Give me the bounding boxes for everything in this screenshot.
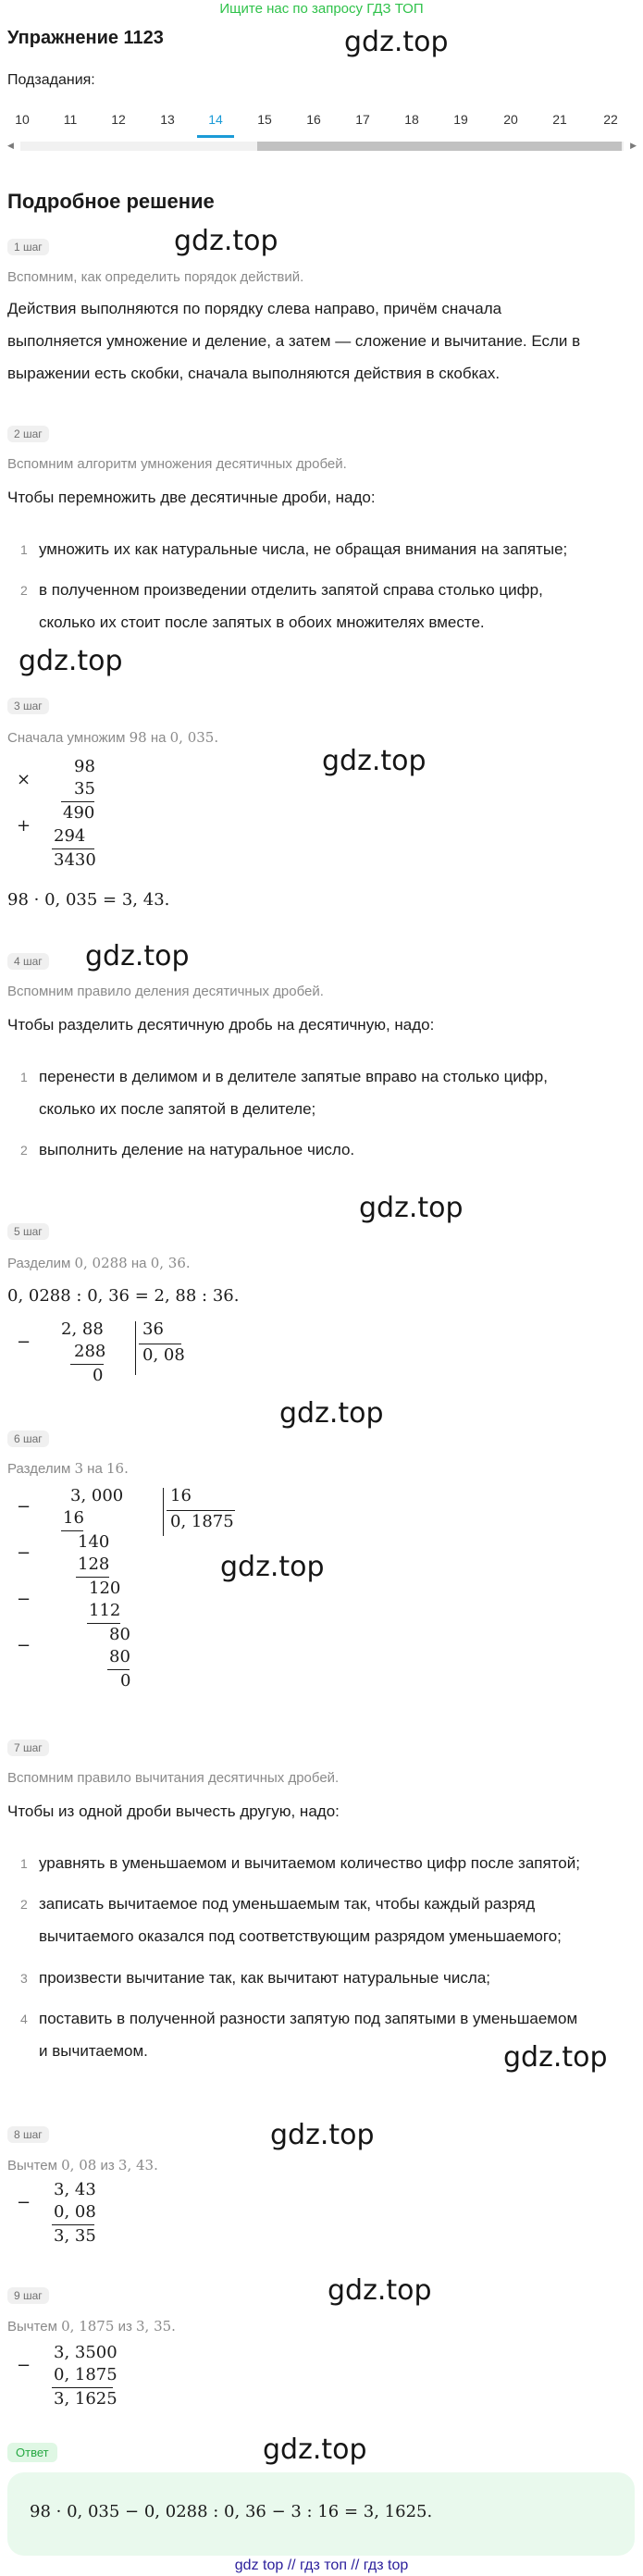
watermark: gdz.top (503, 2041, 608, 2074)
scroll-right-icon[interactable]: ▶ (630, 141, 637, 150)
rule (61, 1530, 83, 1531)
step-badge: 4 шаг (7, 953, 49, 970)
minus-sign: − (17, 1497, 31, 1517)
step-badge: 2 шаг (7, 426, 49, 442)
list-item: выполнить деление на натуральное число. (39, 1141, 355, 1158)
step-text: Действия выполняются по порядку слева направо, причём сначала выполняется умножение и деление, а затем — сложение и вычитание. Если в выражении есть скобки, сначала выполняются действия в скобках. (7, 300, 581, 382)
minus-sign: − (17, 1543, 31, 1563)
tab-20[interactable]: 20 (503, 112, 518, 127)
step-badge: 3 шаг (7, 698, 49, 714)
list-item: произвести вычитание так, как вычитают натуральные числа; (39, 1969, 490, 1987)
step-badge: 9 шаг (7, 2287, 49, 2304)
page-title: Упражнение 1123 (7, 28, 164, 48)
multiplier: 35 (74, 779, 95, 799)
division-step: 120 (89, 1579, 121, 1598)
rule (167, 1510, 235, 1511)
step-hint: Вспомним правило вычитания десятичных дробей. (7, 1770, 340, 1786)
step-badge: 7 шаг (7, 1740, 49, 1756)
minus-sign: − (17, 1636, 31, 1655)
minus-sign: − (17, 1332, 31, 1352)
minus-sign: − (17, 2193, 31, 2212)
rule (107, 1669, 130, 1670)
list-number: 2 (20, 583, 28, 598)
watermark: gdz.top (344, 26, 449, 58)
subtasks-label: Подзадания: (7, 72, 95, 88)
solution-heading: Подробное решение (7, 190, 215, 213)
list-number: 2 (20, 1897, 28, 1912)
step-hint: Разделим 3 на 16. (7, 1460, 129, 1477)
tab-15[interactable]: 15 (257, 112, 272, 127)
list-number: 1 (20, 1856, 28, 1871)
multiplicand: 98 (74, 757, 95, 776)
result-equation: 98 · 0, 035 = 3, 43. (7, 890, 170, 910)
top-banner[interactable]: Ищите нас по запросу ГДЗ ТОП (219, 1, 424, 17)
list-item: в полученном произведении отделить запятой справа столько цифр, сколько их стоит после запятых в обоих множителях вместе. (39, 581, 543, 631)
tab-13[interactable]: 13 (160, 112, 175, 127)
list-item: перенести в делимом и в делителе запятые вправо на столько цифр, сколько их после запятой в делителе; (39, 1068, 548, 1118)
division-step: 128 (78, 1554, 110, 1574)
watermark: gdz.top (328, 2274, 432, 2307)
watermark: gdz.top (174, 225, 278, 257)
footer-links[interactable]: gdz top // гдз топ // гдз top (234, 2557, 409, 2573)
step-badge: 5 шаг (7, 1223, 49, 1240)
list-item: уравнять в уменьшаемом и вычитаемом количество цифр после запятой; (39, 1854, 580, 1872)
rule (87, 1623, 120, 1624)
dividend: 3, 000 (70, 1486, 124, 1505)
step-hint: Вычтем 0, 1875 из 3, 35. (7, 2318, 176, 2334)
division-bar (135, 1321, 136, 1375)
step-text: Чтобы перемножить две десятичные дроби, надо: (7, 489, 376, 506)
product: 3430 (54, 850, 96, 870)
remainder: 0 (120, 1671, 131, 1690)
partial-product: 294 (54, 826, 86, 846)
divisor: 36 (142, 1319, 164, 1339)
watermark: gdz.top (220, 1551, 325, 1583)
division-step: 112 (89, 1601, 121, 1620)
difference: 3, 35 (54, 2226, 96, 2246)
step-text: Чтобы из одной дроби вычесть другую, надо: (7, 1802, 340, 1820)
difference: 3, 1625 (54, 2389, 117, 2409)
partial-product: 490 (63, 803, 95, 823)
subtrahend: 0, 08 (54, 2202, 96, 2222)
scroll-thumb[interactable] (257, 142, 622, 151)
tab-22[interactable]: 22 (603, 112, 618, 127)
tab-16[interactable]: 16 (306, 112, 321, 127)
watermark: gdz.top (263, 2434, 367, 2466)
equation: 0, 0288 : 0, 36 = 2, 88 : 36. (7, 1286, 240, 1306)
answer-box (7, 2472, 635, 2556)
tab-11[interactable]: 11 (63, 112, 78, 127)
tab-18[interactable]: 18 (404, 112, 419, 127)
rule (76, 1577, 109, 1578)
scroll-left-icon[interactable]: ◀ (7, 141, 14, 150)
watermark: gdz.top (359, 1192, 464, 1224)
division-step: 140 (78, 1532, 110, 1552)
minuend: 3, 3500 (54, 2343, 117, 2362)
step-badge: 1 шаг (7, 239, 49, 255)
answer-text: 98 · 0, 035 − 0, 0288 : 0, 36 − 3 : 16 = 3, 1625. (30, 2502, 433, 2521)
step-hint: Вспомним, как определить порядок действий. (7, 269, 304, 285)
step-badge: 8 шаг (7, 2126, 49, 2143)
step-hint: Разделим 0, 0288 на 0, 36. (7, 1255, 191, 1271)
minus-sign: − (17, 1590, 31, 1609)
list-number: 3 (20, 1971, 28, 1986)
rule (70, 1364, 104, 1365)
step-hint: Вспомним алгоритм умножения десятичных дробей. (7, 456, 347, 472)
plus-sign: + (17, 816, 31, 836)
dividend: 2, 88 (61, 1319, 104, 1339)
remainder: 0 (93, 1366, 104, 1385)
list-number: 1 (20, 542, 28, 557)
watermark: gdz.top (322, 745, 427, 777)
subtrahend: 288 (74, 1342, 106, 1361)
watermark: gdz.top (19, 645, 123, 677)
division-step: 16 (63, 1508, 84, 1528)
minuend: 3, 43 (54, 2180, 96, 2199)
list-number: 2 (20, 1143, 28, 1158)
tab-10[interactable]: 10 (15, 112, 30, 127)
list-item: умножить их как натуральные числа, не обращая внимания на запятые; (39, 540, 568, 558)
step-badge: 6 шаг (7, 1430, 49, 1447)
divisor: 16 (170, 1486, 192, 1505)
list-number: 1 (20, 1070, 28, 1084)
rule (52, 848, 94, 849)
rule (61, 801, 94, 802)
times-sign: × (17, 770, 31, 789)
quotient: 0, 08 (142, 1345, 185, 1365)
subtrahend: 0, 1875 (54, 2365, 117, 2384)
tabs-scrollbar[interactable] (7, 139, 637, 152)
tab-14[interactable]: 14 (197, 104, 234, 138)
quotient: 0, 1875 (170, 1512, 234, 1531)
tab-21[interactable]: 21 (552, 112, 567, 127)
division-bar (163, 1488, 164, 1536)
division-step: 80 (109, 1625, 130, 1644)
list-item: записать вычитаемое под уменьшаемым так, чтобы каждый разряд вычитаемого оказался под соответствующим разрядом уменьшаемого; (39, 1895, 562, 1945)
list-item: поставить в полученной разности запятую под запятыми в уменьшаемом и вычитаемом. (39, 2010, 578, 2060)
division-step: 80 (109, 1647, 130, 1666)
list-number: 4 (20, 2012, 28, 2026)
subtask-tabs (0, 104, 643, 141)
watermark: gdz.top (279, 1397, 384, 1430)
tab-17[interactable]: 17 (355, 112, 370, 127)
watermark: gdz.top (270, 2119, 375, 2151)
rule (52, 2387, 113, 2388)
step-hint: Вычтем 0, 08 из 3, 43. (7, 2157, 158, 2174)
tab-12[interactable]: 12 (111, 112, 126, 127)
rule (52, 2224, 94, 2225)
step-hint: Вспомним правило деления десятичных дробей. (7, 984, 324, 999)
watermark: gdz.top (85, 940, 190, 972)
minus-sign: − (17, 2356, 31, 2375)
tab-19[interactable]: 19 (453, 112, 468, 127)
step-hint: Сначала умножим 98 на 0, 035. (7, 729, 219, 746)
answer-badge: Ответ (7, 2443, 57, 2462)
step-text: Чтобы разделить десятичную дробь на десятичную, надо: (7, 1016, 435, 1034)
